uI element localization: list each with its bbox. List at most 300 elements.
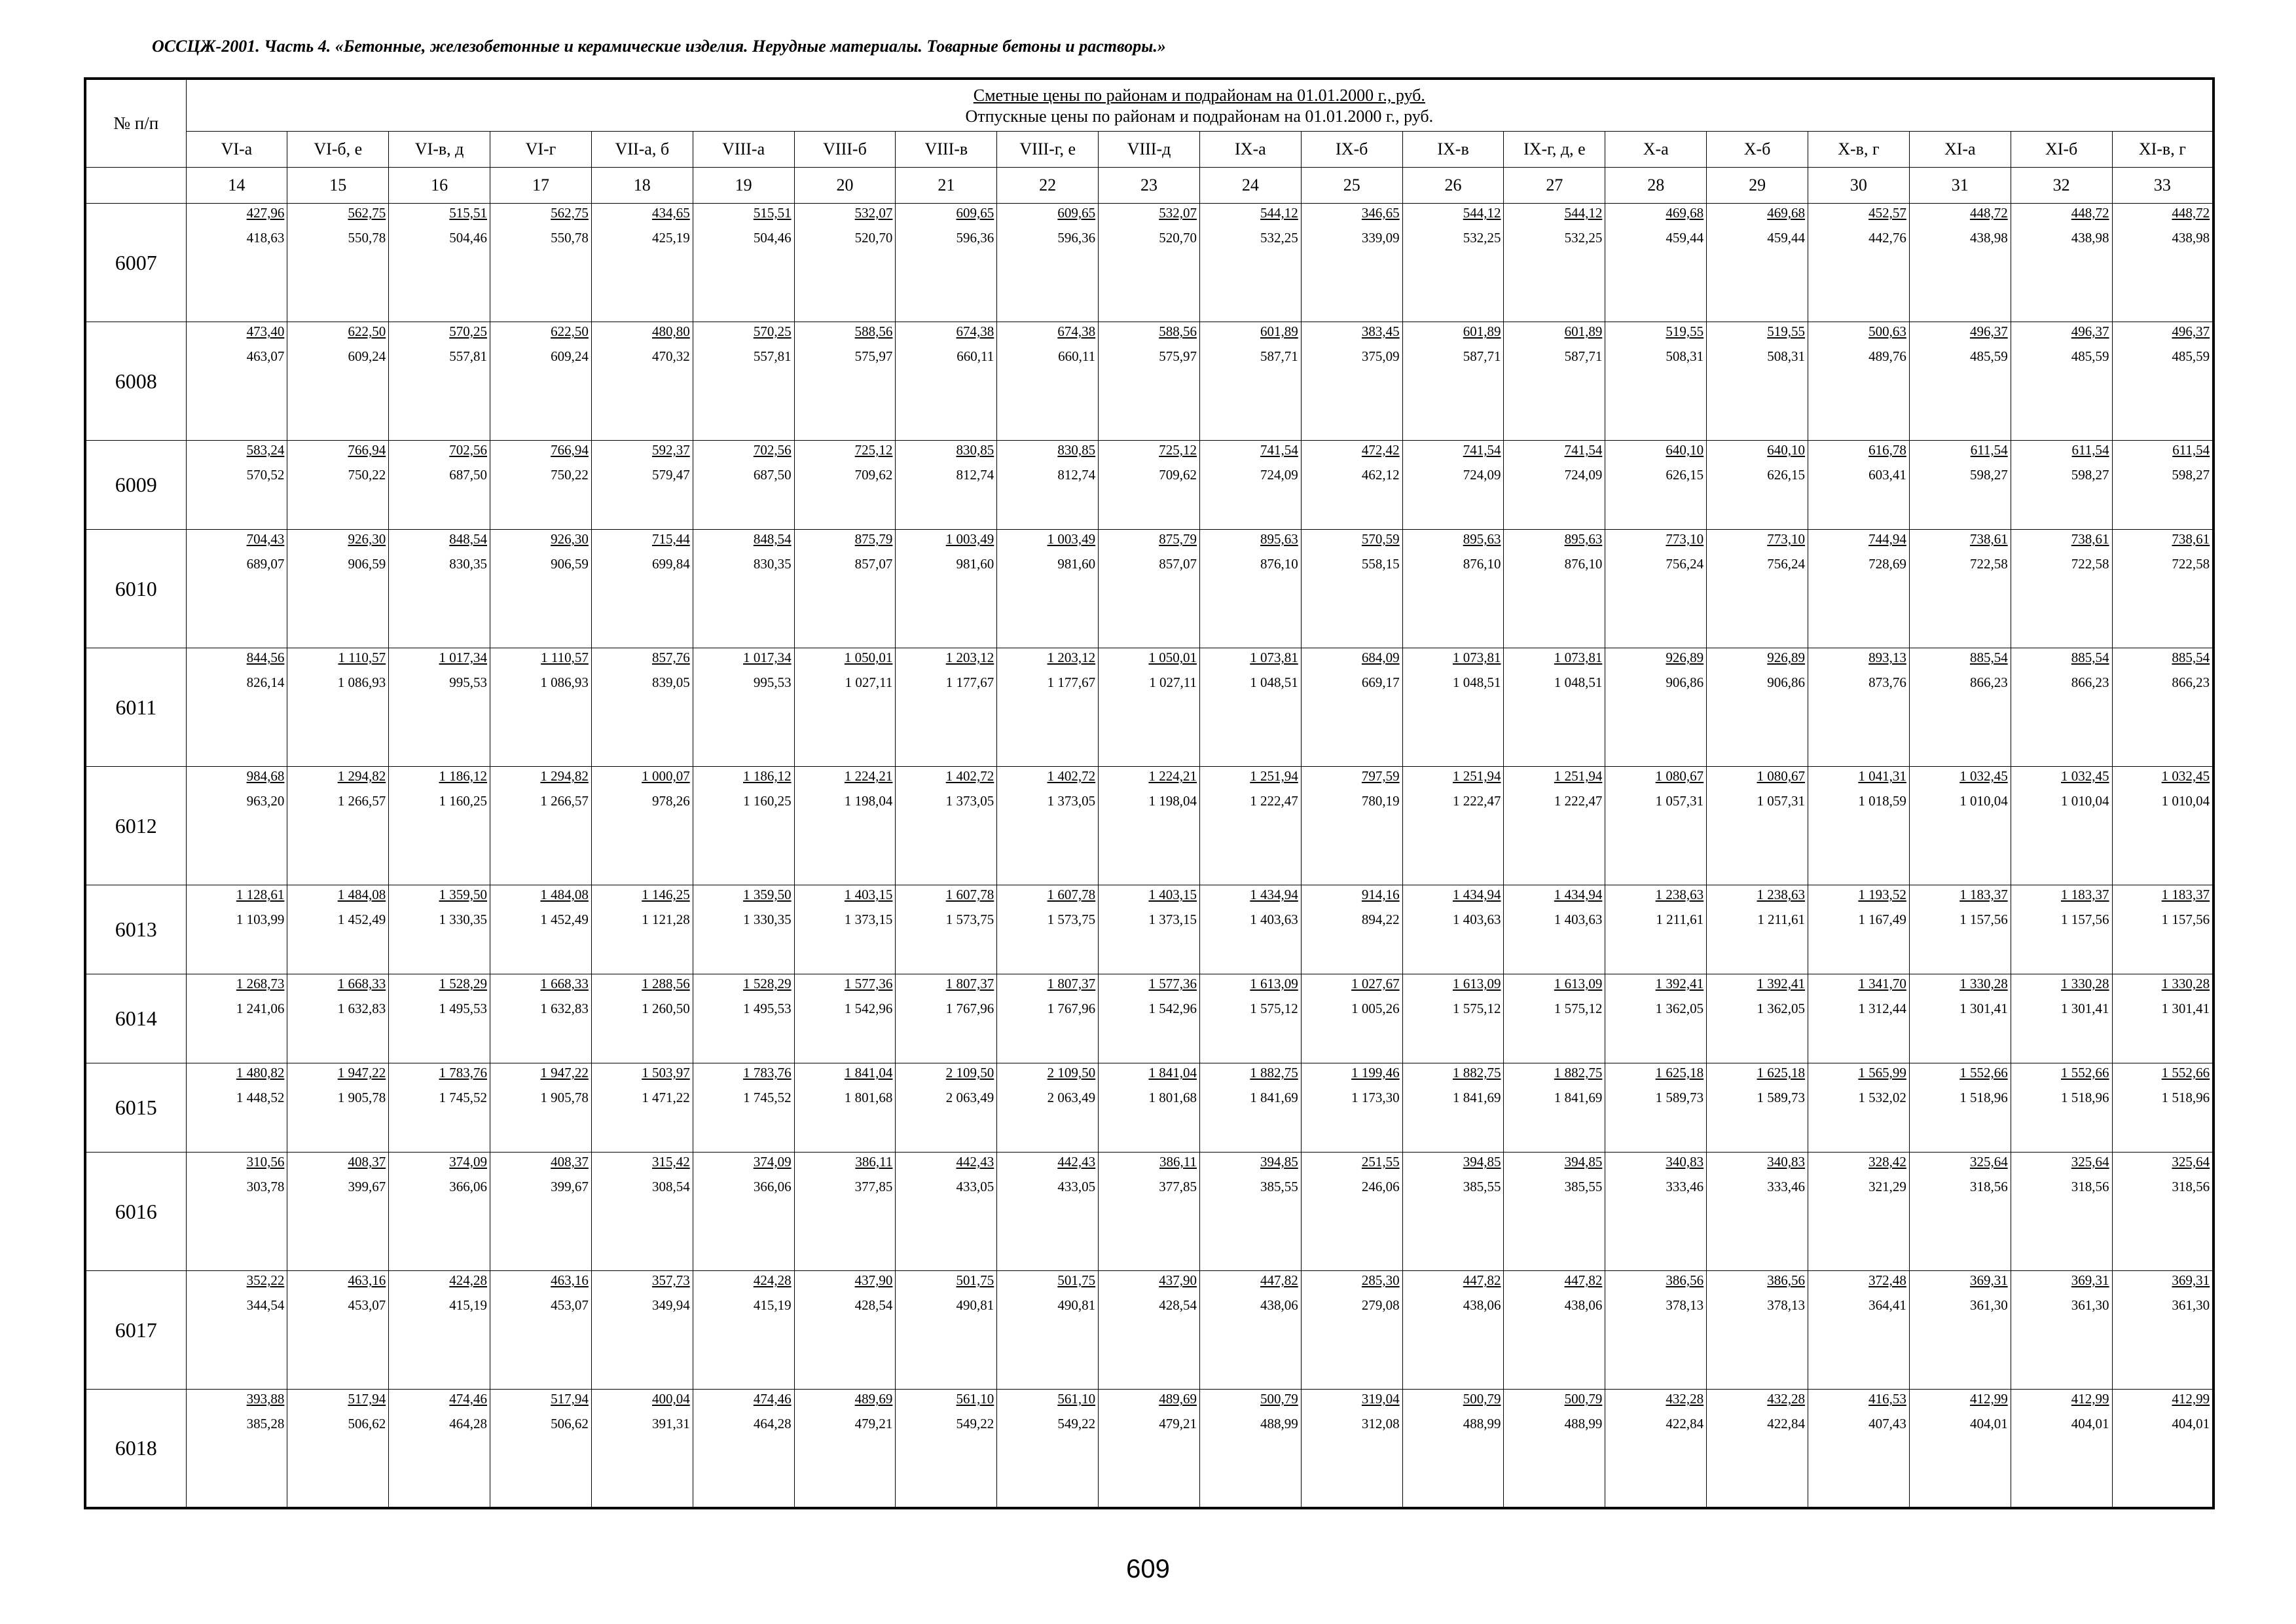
estimated-price: 1 224,21	[844, 768, 893, 784]
estimated-price: 848,54	[449, 531, 488, 547]
price-cell	[591, 767, 693, 885]
wholesale-price: 321,29	[1868, 1179, 1906, 1194]
estimated-price: 1 359,50	[439, 887, 488, 902]
price-cell	[1909, 767, 2011, 885]
estimated-price: 741,54	[1260, 442, 1298, 458]
wholesale-price: 709,62	[1159, 467, 1197, 483]
price-cell	[1808, 767, 1910, 885]
price-cell	[2112, 1063, 2214, 1153]
wholesale-price: 318,56	[1969, 1179, 2008, 1194]
price-cell	[2112, 1390, 2214, 1508]
price-cell	[1605, 1063, 1707, 1153]
price-cell	[1707, 885, 1808, 974]
column-number: 24	[1199, 168, 1301, 204]
price-cell	[794, 767, 896, 885]
column-number: 21	[896, 168, 997, 204]
wholesale-price: 598,27	[2071, 467, 2109, 483]
estimated-price: 875,79	[854, 531, 893, 547]
price-cell	[490, 1063, 592, 1153]
price-cell	[1504, 1390, 1605, 1508]
estimated-price: 412,99	[2172, 1391, 2210, 1407]
price-cell	[997, 885, 1099, 974]
wholesale-price: 596,36	[1057, 230, 1096, 246]
column-number: 30	[1808, 168, 1910, 204]
price-cell	[186, 530, 287, 648]
estimated-price: 895,63	[1564, 531, 1603, 547]
estimated-price: 1 783,76	[439, 1065, 488, 1080]
price-cell	[490, 974, 592, 1063]
estimated-price: 1 403,15	[1148, 887, 1197, 902]
wholesale-price: 366,06	[753, 1179, 792, 1194]
estimated-price: 1 073,81	[1452, 650, 1501, 665]
estimated-price: 1 565,99	[1858, 1065, 1906, 1080]
wholesale-price: 1 173,30	[1351, 1090, 1400, 1105]
wholesale-price: 660,11	[1058, 348, 1096, 364]
price-cell	[1504, 767, 1605, 885]
estimated-price: 1 484,08	[337, 887, 386, 902]
price-cell	[2011, 1063, 2112, 1153]
column-number: 15	[287, 168, 389, 204]
wholesale-price: 506,62	[551, 1416, 589, 1431]
region-header: VI-г	[490, 132, 592, 168]
wholesale-price: 609,24	[551, 348, 589, 364]
row-code: 6010	[85, 530, 186, 648]
estimated-price: 394,85	[1564, 1154, 1603, 1170]
estimated-price: 1 607,78	[1047, 887, 1096, 902]
wholesale-price: 1 330,35	[743, 912, 792, 927]
wholesale-price: 830,35	[449, 556, 488, 572]
estimated-price: 1 402,72	[1047, 768, 1096, 784]
wholesale-price: 603,41	[1868, 467, 1906, 483]
row-code: 6015	[85, 1063, 186, 1153]
wholesale-price: 826,14	[246, 674, 285, 690]
wholesale-price: 579,47	[651, 467, 690, 483]
estimated-price: 310,56	[246, 1154, 285, 1170]
price-cell	[997, 204, 1099, 322]
table-row	[85, 441, 2214, 530]
estimated-price: 340,83	[1666, 1154, 1704, 1170]
estimated-price: 1 484,08	[540, 887, 589, 902]
price-cell	[1808, 441, 1910, 530]
price-cell	[1605, 974, 1707, 1063]
price-cell	[1301, 885, 1402, 974]
wholesale-price: 1 905,78	[337, 1090, 386, 1105]
wholesale-price: 1 403,63	[1452, 912, 1501, 927]
wholesale-price: 906,86	[1767, 674, 1805, 690]
wholesale-price: 361,30	[2071, 1297, 2109, 1313]
estimated-price: 715,44	[651, 531, 690, 547]
column-number: 16	[389, 168, 490, 204]
wholesale-price: 1 301,41	[1959, 1001, 2008, 1016]
estimated-price: 1 434,94	[1250, 887, 1298, 902]
wholesale-price: 1 495,53	[439, 1001, 488, 1016]
price-cell	[997, 648, 1099, 767]
price-cell	[186, 1153, 287, 1271]
estimated-price: 1 528,29	[439, 976, 488, 991]
column-number: 31	[1909, 168, 2011, 204]
region-header: IX-а	[1199, 132, 1301, 168]
price-cell	[1301, 1063, 1402, 1153]
price-cell	[389, 441, 490, 530]
estimated-price: 251,55	[1361, 1154, 1400, 1170]
price-table	[84, 77, 2215, 1509]
price-cell	[1909, 1390, 2011, 1508]
wholesale-price: 1 589,73	[1757, 1090, 1805, 1105]
price-cell	[794, 204, 896, 322]
estimated-price: 1 000,07	[642, 768, 690, 784]
estimated-price: 1 552,66	[2061, 1065, 2109, 1080]
wholesale-price: 312,08	[1361, 1416, 1400, 1431]
price-cell	[693, 441, 794, 530]
estimated-price: 447,82	[1564, 1272, 1603, 1288]
price-cell	[1909, 204, 2011, 322]
price-cell	[693, 1153, 794, 1271]
wholesale-price: 1 266,57	[540, 793, 589, 809]
wholesale-price: 550,78	[551, 230, 589, 246]
price-cell	[1402, 322, 1504, 441]
price-cell	[997, 441, 1099, 530]
price-cell	[2011, 322, 2112, 441]
wholesale-price: 894,22	[1361, 912, 1400, 927]
wholesale-price: 596,36	[956, 230, 994, 246]
price-cell	[1605, 530, 1707, 648]
row-code: 6009	[85, 441, 186, 530]
region-header: X-в, г	[1808, 132, 1910, 168]
wholesale-price: 687,50	[753, 467, 792, 483]
price-cell	[2011, 648, 2112, 767]
estimated-price: 1 607,78	[945, 887, 994, 902]
wholesale-price: 488,99	[1564, 1416, 1603, 1431]
estimated-price: 773,10	[1767, 531, 1805, 547]
wholesale-price: 876,10	[1260, 556, 1298, 572]
price-cell	[1808, 1390, 1910, 1508]
wholesale-price: 1 373,15	[1148, 912, 1197, 927]
price-cell	[591, 885, 693, 974]
price-cell	[2112, 648, 2214, 767]
wholesale-price: 433,05	[956, 1179, 994, 1194]
wholesale-price: 995,53	[753, 674, 792, 690]
wholesale-price: 532,25	[1463, 230, 1501, 246]
estimated-price: 875,79	[1159, 531, 1197, 547]
price-cell	[2112, 441, 2214, 530]
wholesale-price: 438,98	[1969, 230, 2008, 246]
price-cell	[1099, 885, 1200, 974]
wholesale-price: 438,98	[2172, 230, 2210, 246]
price-cell	[1099, 1271, 1200, 1390]
price-cell	[794, 974, 896, 1063]
column-number: 27	[1504, 168, 1605, 204]
wholesale-price: 1 301,41	[2061, 1001, 2109, 1016]
table-row	[85, 530, 2214, 648]
price-cell	[591, 1153, 693, 1271]
column-number: 18	[591, 168, 693, 204]
estimated-price: 592,37	[651, 442, 690, 458]
price-cell	[1099, 322, 1200, 441]
row-code: 6018	[85, 1390, 186, 1508]
estimated-price: 1 434,94	[1452, 887, 1501, 902]
wholesale-price: 1 632,83	[337, 1001, 386, 1016]
price-cell	[1301, 767, 1402, 885]
wholesale-price: 995,53	[449, 674, 488, 690]
wholesale-price: 433,05	[1057, 1179, 1096, 1194]
wholesale-price: 339,09	[1361, 230, 1400, 246]
price-cell	[1402, 530, 1504, 648]
estimated-price: 1 783,76	[743, 1065, 792, 1080]
price-cell	[389, 1063, 490, 1153]
wholesale-price: 1 157,56	[2061, 912, 2109, 927]
estimated-price: 442,43	[956, 1154, 994, 1170]
wholesale-price: 490,81	[956, 1297, 994, 1313]
estimated-price: 1 251,94	[1554, 768, 1603, 784]
estimated-price: 1 625,18	[1757, 1065, 1805, 1080]
estimated-price: 1 552,66	[2161, 1065, 2210, 1080]
price-cell	[1301, 322, 1402, 441]
wholesale-price: 422,84	[1767, 1416, 1805, 1431]
estimated-price: 738,61	[1969, 531, 2008, 547]
title-line-wholesale: Отпускные цены по районам и подрайонам на 01.01.2000 г., руб.	[965, 107, 1434, 126]
price-cell	[1605, 322, 1707, 441]
estimated-price: 369,31	[2071, 1272, 2109, 1288]
wholesale-price: 520,70	[1159, 230, 1197, 246]
wholesale-price: 1 632,83	[540, 1001, 589, 1016]
price-cell	[693, 1390, 794, 1508]
wholesale-price: 418,63	[246, 230, 285, 246]
price-cell	[2011, 767, 2112, 885]
wholesale-price: 876,10	[1463, 556, 1501, 572]
estimated-price: 1 128,61	[236, 887, 285, 902]
estimated-price: 427,96	[246, 205, 285, 221]
estimated-price: 766,94	[551, 442, 589, 458]
estimated-price: 1 203,12	[1047, 650, 1096, 665]
price-cell	[1301, 204, 1402, 322]
column-number: 28	[1605, 168, 1707, 204]
price-cell	[1402, 1063, 1504, 1153]
estimated-price: 622,50	[348, 323, 386, 339]
estimated-price: 1 199,46	[1351, 1065, 1400, 1080]
estimated-price: 386,11	[855, 1154, 893, 1170]
estimated-price: 432,28	[1666, 1391, 1704, 1407]
estimated-price: 611,54	[2071, 442, 2109, 458]
price-cell	[2011, 441, 2112, 530]
wholesale-price: 598,27	[1969, 467, 2008, 483]
column-number: 17	[490, 168, 592, 204]
estimated-price: 496,37	[1969, 323, 2008, 339]
price-cell	[1808, 885, 1910, 974]
wholesale-price: 1 160,25	[439, 793, 488, 809]
column-number: 26	[1402, 168, 1504, 204]
price-cell	[490, 1390, 592, 1508]
estimated-price: 532,07	[854, 205, 893, 221]
estimated-price: 684,09	[1361, 650, 1400, 665]
wholesale-price: 318,56	[2172, 1179, 2210, 1194]
price-cell	[1301, 441, 1402, 530]
estimated-price: 501,75	[956, 1272, 994, 1288]
price-cell	[1605, 885, 1707, 974]
wholesale-price: 1 767,96	[1047, 1001, 1096, 1016]
wholesale-price: 1 160,25	[743, 793, 792, 809]
wholesale-price: 722,58	[1969, 556, 2008, 572]
price-cell	[1402, 974, 1504, 1063]
estimated-price: 1 050,01	[844, 650, 893, 665]
wholesale-price: 1 801,68	[1148, 1090, 1197, 1105]
page-number: 609	[1126, 1555, 1170, 1583]
price-cell	[997, 1063, 1099, 1153]
column-number: 20	[794, 168, 896, 204]
wholesale-price: 485,59	[2172, 348, 2210, 364]
wholesale-price: 404,01	[2071, 1416, 2109, 1431]
wholesale-price: 906,59	[348, 556, 386, 572]
estimated-price: 738,61	[2172, 531, 2210, 547]
region-header: X-б	[1707, 132, 1808, 168]
document-header: ОССЦЖ-2001. Часть 4. «Бетонные, железобетонные и керамические изделия. Нерудные материалы. Товарные бетоны и растворы.»	[152, 37, 1166, 56]
wholesale-price: 464,28	[449, 1416, 488, 1431]
wholesale-price: 660,11	[957, 348, 994, 364]
wholesale-price: 709,62	[854, 467, 893, 483]
estimated-price: 463,16	[551, 1272, 589, 1288]
estimated-price: 674,38	[956, 323, 994, 339]
row-code: 6008	[85, 322, 186, 441]
wholesale-price: 399,67	[551, 1179, 589, 1194]
table-row	[85, 767, 2214, 885]
estimated-price: 1 186,12	[743, 768, 792, 784]
price-cell	[591, 648, 693, 767]
estimated-price: 601,89	[1260, 323, 1298, 339]
estimated-price: 386,11	[1159, 1154, 1197, 1170]
price-cell	[287, 974, 389, 1063]
wholesale-price: 722,58	[2071, 556, 2109, 572]
estimated-price: 1 503,97	[642, 1065, 690, 1080]
region-header: IX-б	[1301, 132, 1402, 168]
column-number: 29	[1707, 168, 1808, 204]
region-header: XI-а	[1909, 132, 2011, 168]
price-cell	[1605, 1153, 1707, 1271]
estimated-price: 489,69	[854, 1391, 893, 1407]
estimated-price: 1 003,49	[1047, 531, 1096, 547]
price-cell	[794, 1153, 896, 1271]
wholesale-price: 687,50	[449, 467, 488, 483]
wholesale-price: 866,23	[2172, 674, 2210, 690]
wholesale-price: 575,97	[1159, 348, 1197, 364]
region-header: VI-а	[186, 132, 287, 168]
estimated-price: 1 882,75	[1554, 1065, 1603, 1080]
wholesale-price: 1 027,11	[845, 674, 893, 690]
price-cell	[389, 1153, 490, 1271]
estimated-price: 1 017,34	[439, 650, 488, 665]
estimated-price: 325,64	[2071, 1154, 2109, 1170]
price-cell	[2011, 1271, 2112, 1390]
estimated-price: 1 807,37	[945, 976, 994, 991]
column-number: 33	[2112, 168, 2214, 204]
estimated-price: 583,24	[246, 442, 285, 458]
wholesale-price: 1 452,49	[540, 912, 589, 927]
region-header: VIII-г, е	[997, 132, 1099, 168]
estimated-price: 611,54	[1970, 442, 2008, 458]
estimated-price: 562,75	[551, 205, 589, 221]
price-cell	[1707, 648, 1808, 767]
price-cell	[1605, 441, 1707, 530]
price-cell	[2112, 1271, 2214, 1390]
estimated-price: 588,56	[854, 323, 893, 339]
wholesale-price: 318,56	[2071, 1179, 2109, 1194]
price-cell	[1099, 767, 1200, 885]
price-cell	[896, 885, 997, 974]
price-cell	[896, 648, 997, 767]
estimated-price: 328,42	[1868, 1154, 1906, 1170]
table-row	[85, 1271, 2214, 1390]
estimated-price: 1 807,37	[1047, 976, 1096, 991]
price-cell	[1199, 1271, 1301, 1390]
title-row	[85, 79, 2214, 132]
price-cell	[2112, 1153, 2214, 1271]
wholesale-price: 876,10	[1564, 556, 1603, 572]
price-cell	[1199, 885, 1301, 974]
price-cell	[490, 1271, 592, 1390]
wholesale-price: 866,23	[2071, 674, 2109, 690]
wholesale-price: 453,07	[348, 1297, 386, 1313]
estimated-price: 1 552,66	[1959, 1065, 2008, 1080]
column-number: 32	[2011, 168, 2112, 204]
price-cell	[1099, 648, 1200, 767]
price-cell	[490, 441, 592, 530]
wholesale-price: 508,31	[1666, 348, 1704, 364]
estimated-price: 1 032,45	[2061, 768, 2109, 784]
column-number-row	[85, 168, 2214, 204]
wholesale-price: 906,59	[551, 556, 589, 572]
price-cell	[1808, 530, 1910, 648]
estimated-price: 532,07	[1159, 205, 1197, 221]
price-cell	[591, 322, 693, 441]
estimated-price: 1 403,15	[844, 887, 893, 902]
region-header: VII-а, б	[591, 132, 693, 168]
price-cell	[490, 530, 592, 648]
wholesale-price: 463,07	[246, 348, 285, 364]
price-cell	[997, 1271, 1099, 1390]
wholesale-price: 626,15	[1767, 467, 1805, 483]
price-cell	[186, 648, 287, 767]
wholesale-price: 377,85	[1159, 1179, 1197, 1194]
price-cell	[591, 530, 693, 648]
estimated-price: 1 110,57	[338, 650, 386, 665]
price-cell	[186, 1063, 287, 1153]
price-cell	[1707, 322, 1808, 441]
wholesale-price: 587,71	[1260, 348, 1298, 364]
wholesale-price: 1 841,69	[1554, 1090, 1603, 1105]
estimated-price: 1 480,82	[236, 1065, 285, 1080]
estimated-price: 416,53	[1868, 1391, 1906, 1407]
price-cell	[1199, 204, 1301, 322]
wholesale-price: 1 048,51	[1250, 674, 1298, 690]
price-cell	[490, 767, 592, 885]
estimated-price: 738,61	[2071, 531, 2109, 547]
price-cell	[2011, 1390, 2112, 1508]
column-number-empty	[85, 168, 186, 204]
estimated-price: 674,38	[1057, 323, 1096, 339]
wholesale-price: 1 745,52	[743, 1090, 792, 1105]
estimated-price: 1 613,09	[1452, 976, 1501, 991]
wholesale-price: 1 048,51	[1452, 674, 1501, 690]
estimated-price: 496,37	[2071, 323, 2109, 339]
wholesale-price: 978,26	[651, 793, 690, 809]
wholesale-price: 308,54	[651, 1179, 690, 1194]
wholesale-price: 438,06	[1463, 1297, 1501, 1313]
estimated-price: 848,54	[753, 531, 792, 547]
estimated-price: 480,80	[651, 323, 690, 339]
wholesale-price: 1 575,12	[1452, 1001, 1501, 1016]
column-number: 22	[997, 168, 1099, 204]
price-cell	[591, 974, 693, 1063]
price-cell	[1909, 648, 2011, 767]
price-cell	[287, 1153, 389, 1271]
